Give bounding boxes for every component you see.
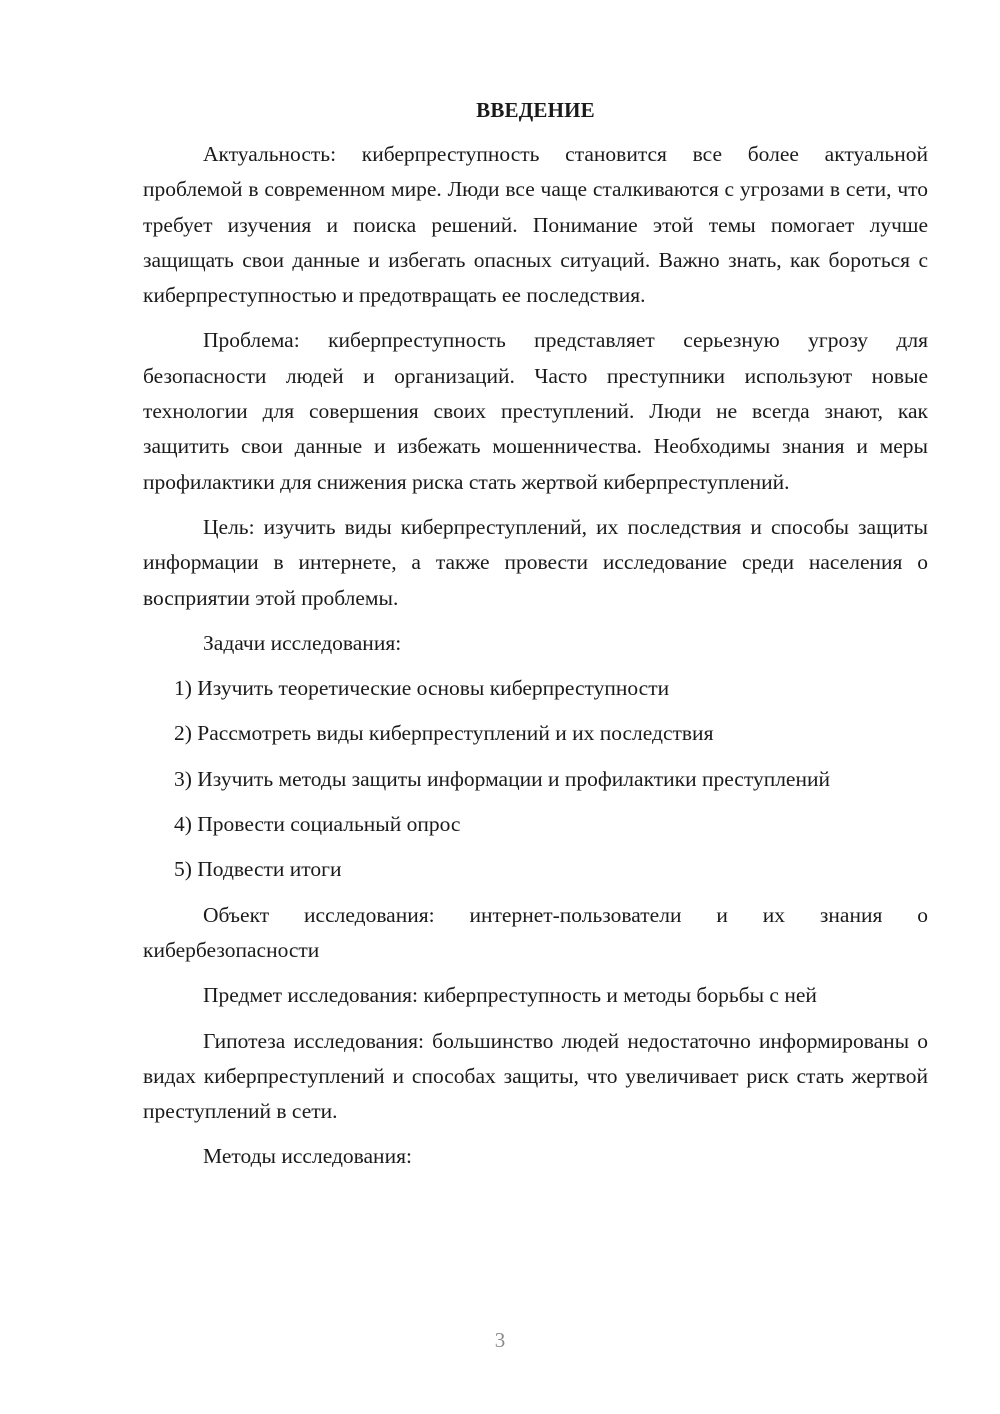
tasks-heading: Задачи исследования: — [203, 630, 402, 655]
task-item-1: 1) Изучить теоретические основы киберпреступности — [174, 676, 670, 701]
task-item-3: 3) Изучить методы защиты информации и профилактики преступлений — [174, 766, 830, 791]
document-page — [143, 95, 928, 1175]
task-item-4: 4) Провести социальный опрос — [174, 812, 461, 837]
paragraph-relevance: Актуальность: киберпреступность становится все более актуальной проблемой в современном мире. Люди все чаще сталкиваются с угрозами в сети, что требует изучения и поиска решений. Понимание этой темы помогает лучше защищать свои данные и избегать опасных ситуаций. Важно знать, как бороться с киберпреступностью и предотвращать ее последствия. — [143, 142, 928, 308]
paragraph-hypothesis: Гипотеза исследования: большинство людей недостаточно информированы о видах киберпреступлений и способах защиты, что увеличивает риск стать жертвой преступлений в сети. — [143, 1028, 928, 1124]
paragraph-object: Объект исследования: интернет-пользователи и их знания о кибербезопасности — [143, 902, 928, 962]
page-number: 3 — [494, 1328, 506, 1352]
task-item-5: 5) Подвести итоги — [174, 857, 342, 882]
section-heading: ВВЕДЕНИЕ — [476, 98, 595, 122]
task-item-2: 2) Рассмотреть виды киберпреступлений и их последствия — [174, 721, 714, 746]
methods-heading: Методы исследования: — [203, 1144, 412, 1169]
paragraph-goal: Цель: изучить виды киберпреступлений, их последствия и способы защиты информации в интернете, а также провести исследование среди населения о восприятии этой проблемы. — [143, 514, 928, 610]
paragraph-problem: Проблема: киберпреступность представляет серьезную угрозу для безопасности людей и организаций. Часто преступники используют новые технологии для совершения своих преступлений. Люди не всегда знают, как защитить свои данные и избежать мошенничества. Необходимы знания и меры профилактики для снижения риска стать жертвой киберпреступлений. — [143, 328, 928, 494]
paragraph-subject: Предмет исследования: киберпреступность и методы борьбы с ней — [203, 983, 817, 1008]
